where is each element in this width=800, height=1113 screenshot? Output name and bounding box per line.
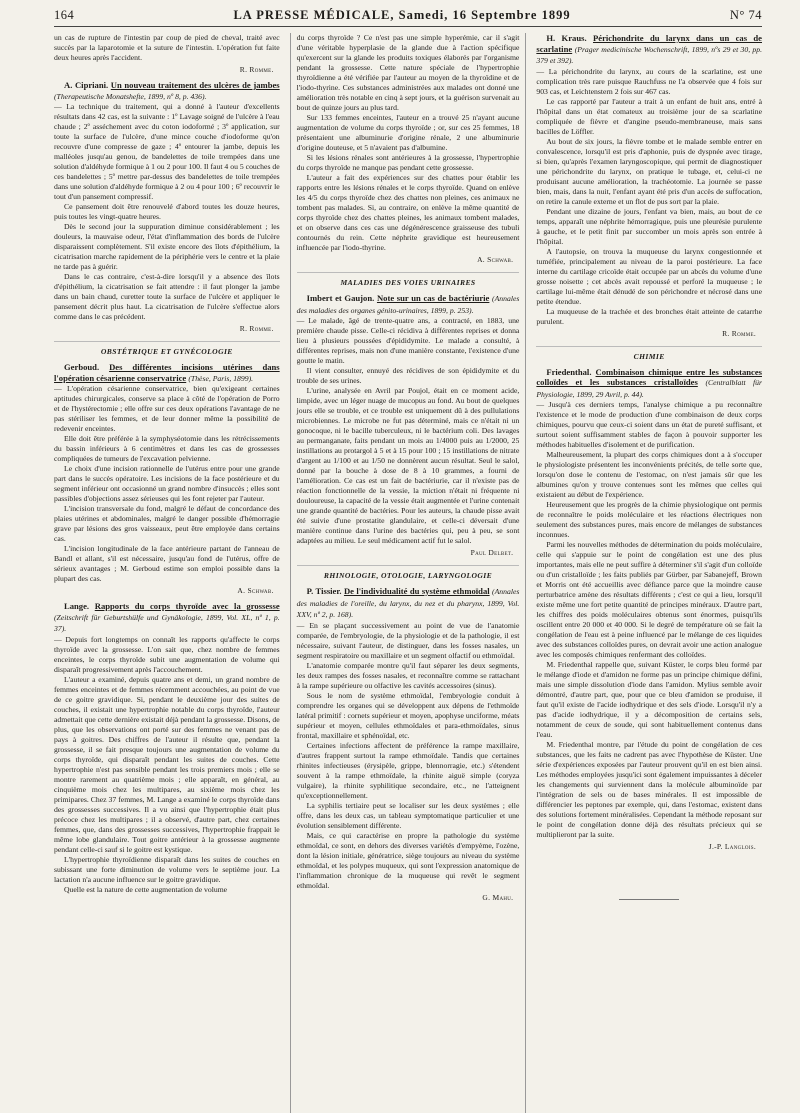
- paragraph: Le cas rapporté par l'auteur a trait à un enfant de huit ans, entré à l'hôpital dans un état comateux au troisième jour de sa scarlatine compliquée de fièvre et d'angine pseudo-membraneuse, mais sans bacilles de Löffler.: [536, 96, 763, 136]
- paragraph: Elle doit être préférée à la symphyséotomie dans les rétrécissements du bassin inférieurs à 6 centimètres et dans les cas de grossesses compliquées de tumeurs de l'excavation pelvienne.: [54, 434, 280, 463]
- signature: A. Schwab.: [477, 255, 514, 264]
- paragraph: Parmi les nouvelles méthodes de détermination du poids moléculaire, celle qui s'appuie sur le point de congélation est une des plus importantes, mais elle ne peut suffire à déterminer s'il s'agit d'un colloïde ou d'un cristalloïde ; les faits publiés par Gürber, par Sabanejeff, Brown et Morris ont été accueillis avec défiance parce que la moindre cause perturbatrice amène des résultats différents ; c'est ce qui a lieu, lorsqu'il existe même une fort petite quantité de principes minéraux. D'autre part, les chiffres des poids moléculaires obtenus sont énormes, puisqu'ils oscillent entre 20 000 et 40 000. Si le degré de température où se fait la congélation de l'eau est à peine influencé par le mélange de ces liquides avec des substances colloïdes pures, on devrait avoir une action analogue avec les composés chimiques renfermant des colloïdes.: [536, 540, 763, 659]
- article-source: (Therapeutische Monatshefte, 1899, nº 8, p. 436).: [54, 91, 207, 101]
- paragraph: Pendant une dizaine de jours, l'enfant va bien, mais, au bout de ce temps, apparaît une néphrite hémorragique, puis une pleurésie purulente à gauche, et le petit finit par succomber un mois après son entrée à l'hôpital.: [536, 206, 763, 246]
- section-heading: CHIMIE: [536, 346, 762, 361]
- paragraph: L'hypertrophie thyroïdienne disparaît dans les suites de couches en subissant une forte diminution de volume vers le septième jour. La lactation n'a aucune influence sur le goitre gravidique.: [54, 854, 280, 884]
- signature: Paul Delbet.: [470, 548, 514, 557]
- paragraph: Mais, ce qui caractérise en propre la pathologie du système ethmoïdal, ce sont, en dehors des diverses variétés d'empyème, l'ozène, dont la lésion initiale, génératrice, siège toujours au niveau du système ethmoïdal, et les polypes muqueux, qui sont l'expression anatomique de l'inflammation chronique de la muqueuse qui revêt le segment ethmoïdal.: [296, 830, 520, 890]
- article-source: (Annales des maladies des organes génito-urinaires, 1899, p. 253).: [296, 294, 520, 315]
- signature: J.-P. Langlois.: [708, 842, 757, 851]
- author: P. Tissier.: [306, 586, 342, 596]
- paragraph: Au bout de six jours, la fièvre tombe et le malade semble entrer en convalescence, lorsqu'il est pris d'aphonie, puis de dyspnée avec tirage, si bien, qu'après l'examen laryngoscopique, qui permit de diagnostiquer une périchondrite du larynx, on pratique le tubage, et, celui-ci ne produisant aucune amélioration, la trachéotomie. La journée se passe bien, mais, dans la nuit, l'enfant ayant été pris d'un accès de suffocation, on retire la canule externe et un flot de pus sort par la plaie.: [536, 136, 763, 206]
- paragraph: L'auteur a fait des expériences sur des chattes pour établir les rapports entre les lésions rénales et le corps thyroïde. Quand on enlève les 4/5 du corps thyroïde chez des chattes non pleines, ces animaux ne tombent pas malades. Si, au contraire, on enlève la même quantité de corps thyroïde chez des chattes pleines, les animaux tombent malades, et on observe dans ces cas une dégénérescence graisseuse des tubuli contournés du rein. Cette néphrite gravidique est heureusement influencée par l'iodo-thyrine.: [296, 173, 520, 252]
- page-number: 164: [54, 8, 75, 22]
- paragraph: L'urine, analysée en Avril par Poujol, était en ce moment acide, limpide, avec un léger nuage de mucopus au fond. Au bout de quelques jours elle se trouble, et ce trouble est uniquement dû à des pullulations microbiennes. Le microbe ne fut pas déterminé, mais ce n'était ni un gonocoque, ni le bacille tuberculeux, ni le bactérium coli. Des lavages au permanganate, faits pendant un mois au 1/4000 puis au 1/2000, 25 instillations au protargol à 5 et à 15 pour 100 ; 15 instillations de nitrate d'argent au 1/100 et au 1/50 ne donnèrent aucun résultat. Seul le salol, donné par la bouche à dose de 8 à 10 grammes, a fourni de l'amélioration. Ce cas est un fait de bactériurie, car il n'existe pas de réaction fonctionnelle de la vessie, la miction n'était ni fréquente ni douloureuse, la capacité de la vessie était augmentée et l'urine contenait une grande quantité de bactéries. Pour les auteurs, la chaude pisse avait été suivie d'une prostatite glandulaire, et celle-ci déversait d'une manière continue dans l'urine des bactéries qui, peu à peu, se sont adaptées au milieu. Le seul médicament actif fut le salol.: [296, 386, 520, 545]
- paragraph: — La périchondrite du larynx, au cours de la scarlatine, est une complication très rare puisque Rauchfuss ne l'a observée que 4 fois sur 903 cas, et Leichtenstern 2 fois sur 467 cas.: [536, 66, 763, 96]
- article-heading-cipriani: [54, 80, 280, 102]
- article-title: Rapports du corps thyroïde avec la grossesse: [94, 601, 280, 611]
- article-title: De l'individualité du système ethmoïdal: [343, 586, 490, 596]
- paragraph: — Depuis fort longtemps on connaît les rapports qu'affecte le corps thyroïde avec la grossesse. L'on sait que, chez nombre de femmes enceintes, le corps thyroïde subit une augmentation de volume qui disparaît progressivement après l'accouchement.: [54, 634, 280, 674]
- paragraph: — Jusqu'à ces derniers temps, l'analyse chimique a pu reconnaître l'existence et le mode de production d'une combinaison de deux corps chimiques, pourvu que ceux-ci soient dans un état de pureté suffisant, et surtout soient suffisamment stables de façon à pouvoir supporter les méthodes habituelles d'isolement et de purification.: [536, 400, 763, 449]
- columns: [54, 33, 762, 1113]
- paragraph: Dans le cas contraire, c'est-à-dire lorsqu'il y a absence des îlots d'épithélium, la cicatrisation se fait attendre : il faut plonger la jambe dans un bain chaud, curetter toute la surface de l'ulcère et appliquer le pansement décrit plus haut. La cicatrisation de l'ulcère s'effectue alors comme dans le cas précédent.: [54, 272, 280, 321]
- author: A. Cipriani.: [64, 80, 109, 90]
- paragraph: Si les lésions rénales sont antérieures à la grossesse, l'hypertrophie du corps thyroïde ne manque pas pendant cette grossesse.: [296, 153, 520, 172]
- paragraph: — La technique du traitement, qui a donné à l'auteur d'excellents résultats dans 42 cas, est la suivante : 1º Lavage soigné de l'ulcère à l'eau chaude ; 2º asséchement avec du coton iodoformé ; 3º application, sur toute la surface de l'ulcère, d'une mince couche d'iodoforme qu'on recouvre d'une compresse de gaze ; 4º entourer la jambe, depuis les malléoles jusqu'au genou, de bandelettes de toile trempées dans une solution d'aldéhyde formique à 1 ou 2 pour 100. Il faut 4 ou 5 couches de ces bandelettes ; 5º mettre par-dessus des bandelettes de toile trempées dans une solution d'aldéhyde formique à 2 ou 4 pour 100 ; 6º recouvrir le tout d'un pansement compressif.: [54, 102, 280, 201]
- author: Lange.: [64, 601, 90, 611]
- end-rule: [619, 899, 679, 900]
- paragraph: Sur 133 femmes enceintes, l'auteur en a trouvé 25 n'ayant aucune augmentation de volume du corps thyroïde ; or, sur ces 25 femmes, 18 présentaient une albuminurie d'origine rénale, 2 une albuminurie d'origine douteuse, et 5 n'avaient pas d'albumine.: [296, 113, 520, 152]
- article-heading-friedenthal: [536, 367, 762, 401]
- paragraph: — En se plaçant successivement au point de vue de l'anatomie comparée, de l'embryologie, de la physiologie et de la pathologie, il est nécessaire, suivant l'auteur, de distinguer, dans les fosses nasales, un segment respiratoire ou maxillaire et un segment olfactif ou ethmoïdal.: [296, 620, 520, 660]
- article-heading-imbert: [297, 293, 520, 316]
- paragraph: Malheureusement, la plupart des corps chimiques dont a à s'occuper le physiologiste présentent les inconvénients précités, de telle sorte que, lorsqu'on dose le contenu de l'estomac, on n'est jamais sûr que les albumines qu'on y trouve contenues sont les mêmes que celles qui existaient au début de l'expérience.: [536, 450, 763, 499]
- column-middle: [290, 33, 527, 1113]
- paragraph: du corps thyroïde ? Ce n'est pas une simple hyperémie, car il s'agit d'une véritable hyperplasie de la glande due à l'action spécifique qu'exercent sur la glande les produits toxiques élaborés par l'organisme pendant la grossesse. Cette nature spéciale de l'hypertrophie thyroïdienne a été vérifiée par l'auteur au moyen de la thyroïdine et de l'iodo-thyrine. Ces substances administrées aux malades ont donné une amélioration très notable en cinq à sept jours, et la guérison survenait au bout de quinze jours au plus tard.: [296, 33, 520, 112]
- paragraph: Quelle est la nature de cette augmentation de volume: [64, 884, 228, 894]
- signature: G. Mahu.: [482, 892, 514, 902]
- paragraph: La muqueuse de la trachée et des bronches était atteinte de catarrhe purulent.: [536, 306, 763, 326]
- article-title: Un nouveau traitement des ulcères de jambes: [110, 80, 280, 90]
- article-heading-kraus: [536, 33, 762, 67]
- article-source: (Prager medicinische Wochenschrift, 1899, nºs 29 et 30, pp. 379 et 392).: [536, 44, 763, 65]
- article-title: Note sur un cas de bactériurie: [376, 293, 490, 303]
- article-continuation: un cas de rupture de l'intestin par coup de pied de cheval, traité avec succès par la laparotomie et la suture de l'intestin. L'opération fut faite deux heures après l'accident.: [54, 33, 280, 62]
- article-heading-gerboud: [54, 362, 280, 384]
- article-title: Des différentes incisions utérines dans l'opération césarienne conservatrice: [54, 362, 280, 383]
- paragraph: Ce pansement doit être renouvelé d'abord toutes les douze heures, puis toutes les vingt-quatre heures.: [54, 202, 280, 221]
- paragraph: M. Friedenthal montre, par l'étude du point de congélation de ces substances, que les faits ne cadrent pas avec l'hypothèse de Küster. Une série d'expériences exposées par l'auteur prouvent qu'il en est bien ainsi. Les méthodes employées jusqu'ici sont également impuissantes à déceler les changements qui surviennent dans la molécule albuminoïde par l'intégration de sels ou de bases minérales. Il est impossible de différencier les peptones par exemple, qui, dans l'estomac, existent dans des solutions fortement minéralisées. Cependant la méthode reposant sur le point de congélation donne déjà des résultats précieux qui se multiplieront par la suite.: [536, 740, 763, 839]
- column-left: [54, 33, 280, 1113]
- section-heading: RHINOLOGIE, OTOLOGIE, LARYNGOLOGIE: [297, 565, 520, 580]
- section-heading: OBSTÉTRIQUE ET GYNÉCOLOGIE: [54, 341, 280, 356]
- author: Imbert et Gaujon.: [306, 293, 375, 303]
- article-title: Périchondrite du larynx dans un cas de scarlatine: [536, 33, 763, 54]
- paragraph: L'incision longitudinale de la face antérieure partant de l'anneau de Bandl et allant, s'il est nécessaire, jusqu'au fond de l'utérus, offre de sérieux avantages ; M. Gerboud estime son emploi possible dans la plupart des cas.: [54, 544, 280, 583]
- paragraph: M. Friedenthal rappelle que, suivant Küster, le corps bleu formé par le mélange d'iode et d'amidon ne forme pas un principe chimique défini, mais une simple dissolution d'iode dans l'amidon. Mylius semble avoir démontré, d'autre part, que, pour que ce bleu d'amidon se produise, il faut qu'il existe de l'acide iodhydrique et des sels d'iode. Lorsqu'il n'y a pas d'acide iodhydrique, il y a décomposition de certains sels, notamment de ceux de soude, qui sont habituellement contenus dans l'eau.: [536, 660, 763, 739]
- article-source: (Annales des maladies de l'oreille, du larynx, du nez et du pharynx, 1899, Vol. XXV, nº 2, p. 168).: [296, 587, 520, 619]
- paragraph: L'auteur a examiné, depuis quatre ans et demi, un grand nombre de femmes enceintes et de femmes récemment accouchées, au point de vue de ce goitre gravidique. Si, pendant le deuxième jour des suites de couches, il existait une hypertrophie notable du corps thyroïde, l'auteur admettait que cette dernière existait déjà pendant la grossesse. Disons, de plus, que les observations ont porté sur des femmes ne venant pas de pays à goitres. Des chiffres de l'auteur il résulte que, pendant la grossesse, il se fait presque toujours une augmentation de volume du corps thyroïde, qui disparaît pendant les suites de couches. Cette hypertrophie n'est pas sensible pendant les trois premiers mois ; elle se montre rarement au quatrième mois ; elle apparaît, en général, au cinquième mois chez les multipares, au sixième mois chez les primipares. Chez 37 femmes, M. Lange a examiné le corps thyroïde dans des grossesses successives. Il a vu ainsi que l'hypertrophie était plus précoce chez les multipares ; il a observé, d'autre part, chez certaines femmes, que, dans des grossesses successives, l'hypertrophie frappait le même lobe glandulaire. Tout goitre antérieur à la grossesse augmente pendant celle-ci sauf si le goitre est kystique.: [54, 674, 280, 854]
- author: Friedenthal.: [546, 366, 592, 377]
- signature: A. Schwab.: [237, 586, 274, 595]
- paragraph: Certaines infections affectent de préférence la rampe maxillaire, d'autres frappent surtout la rampe ethmoïdale. Tandis que certaines rhinites infectieuses (érysipèle, grippe, blennorragie, etc.) s'étendent souvent à la rampe ethmoïdale, la rhinite aiguë simple (coryza vulgaire), la rhinite syphilitique secondaire, etc., ne l'atteignent qu'exceptionnellement.: [296, 740, 520, 800]
- author: Gerboud.: [64, 362, 100, 372]
- author: H. Kraus.: [546, 33, 587, 43]
- column-right: [536, 33, 762, 1113]
- paragraph: Dès le second jour la suppuration diminue considérablement ; les douleurs, la mauvaise odeur, l'état d'inflammation des bords de l'ulcère disparaissent complètement. S'il existe encore des îlots d'épithélium, la cicatrisation marche rapidement de la périphérie vers le centre et la plaie ne tarde pas à guérir.: [54, 222, 280, 271]
- paragraph: L'incision transversale du fond, malgré le défaut de concordance des plaies utérines et abdominales, malgré le danger possible d'hémorragie grave par lésions des gros vaisseaux, peut être employée dans certains cas.: [54, 504, 280, 543]
- paragraph: La syphilis tertiaire peut se localiser sur les deux systèmes ; elle offre, dans les deux cas, un tableau symptomatique particulier et une évolution sensiblement différente.: [296, 800, 520, 830]
- paragraph: Il vient consulter, ennuyé des récidives de son épididymite et du trouble de ses urines.: [296, 366, 520, 385]
- paragraph: A l'autopsie, on trouva la muqueuse du larynx congestionnée et tuméfiée, principalement au niveau de la paroi postérieure. La face interne du cartilage cricoïde était occupée par un abcès du volume d'une grosse noisette ; cet abcès avait repoussé et perforé la muqueuse ; le cartilage lui-même était dénudé de son périchondre et nécrosé dans une petite étendue.: [536, 246, 763, 306]
- paragraph: — L'opération césarienne conservatrice, bien qu'exigeant certaines aptitudes chirurgicales, conserve sa place à côté de l'opération de Porro et de l'hystérectomie ; elle offre sur ces deux opérations l'avantage de ne pas stériliser les femmes, et de leur donner même la possibilité de redevenir enceintes.: [54, 384, 280, 433]
- article-source: (Thèse, Paris, 1899).: [188, 373, 254, 383]
- paragraph: Le choix d'une incision rationnelle de l'utérus entre pour une grande part dans le succès opératoire. Les incisions de la face postérieure et du segment inférieur ont occasionné un grand nombre d'insuccès ; elles sont passibles d'objections assez sérieuses qui les font rejeter par l'auteur.: [54, 464, 280, 503]
- article-source: (Centralblatt für Physiologie, 1899, 29 Avril, p. 44).: [536, 378, 762, 399]
- page-header: [54, 8, 762, 27]
- paragraph: — Le malade, âgé de trente-quatre ans, a contracté, en 1883, une première chaude pisse. Celle-ci récidiva à différentes reprises et donna lieu à plusieurs poussées d'épididymite. Le malade a consulté, à différentes reprises, mais non d'une manière constante, l'existence d'une goutte le matin.: [296, 316, 520, 365]
- signature: R. Romme.: [239, 324, 274, 333]
- signature: R. Romme.: [722, 328, 757, 338]
- article-source: (Zeitschrift für Geburtshülfe und Gynäkologie, 1899, Vol. XL, nº 1, p. 37).: [54, 612, 280, 633]
- signature: R. Romme.: [239, 65, 274, 74]
- article-title: Combinaison chimique entre les substances colloïdes et les substances cristalloïdes: [536, 366, 763, 387]
- article-heading-tissier: [297, 586, 520, 621]
- paragraph: Heureusement que les progrès de la chimie physiologique ont permis de reconnaître le poids moléculaire et les réactions électriques non seulement des substances pures, mais encore de mélanges de substances inconnues.: [536, 500, 763, 539]
- paragraph: Sous le nom de système ethmoïdal, l'embryologie conduit à comprendre les organes qui se développent aux dépens de l'ethmoïde latéral primitif : cornets supérieur et moyen, apophyse unciforme, méats supérieur et moyen, cellules ethmoïdales et para-ethmoïdales, sinus frontal, maxillaire et sphénoïdal, etc.: [296, 690, 520, 740]
- section-heading: MALADIES DES VOIES URINAIRES: [297, 272, 520, 287]
- journal-title: LA PRESSE MÉDICALE, Samedi, 16 Septembre 1899: [233, 8, 571, 22]
- article-heading-lange: [54, 601, 280, 635]
- issue-number: N° 74: [729, 8, 762, 22]
- paragraph: L'anatomie comparée montre qu'il faut séparer les deux segments, les deux rampes des fosses nasales, et reconnaître comme se rattachant à la rampe supérieure ou olfactive les cavités accessoires (sinus).: [296, 660, 520, 690]
